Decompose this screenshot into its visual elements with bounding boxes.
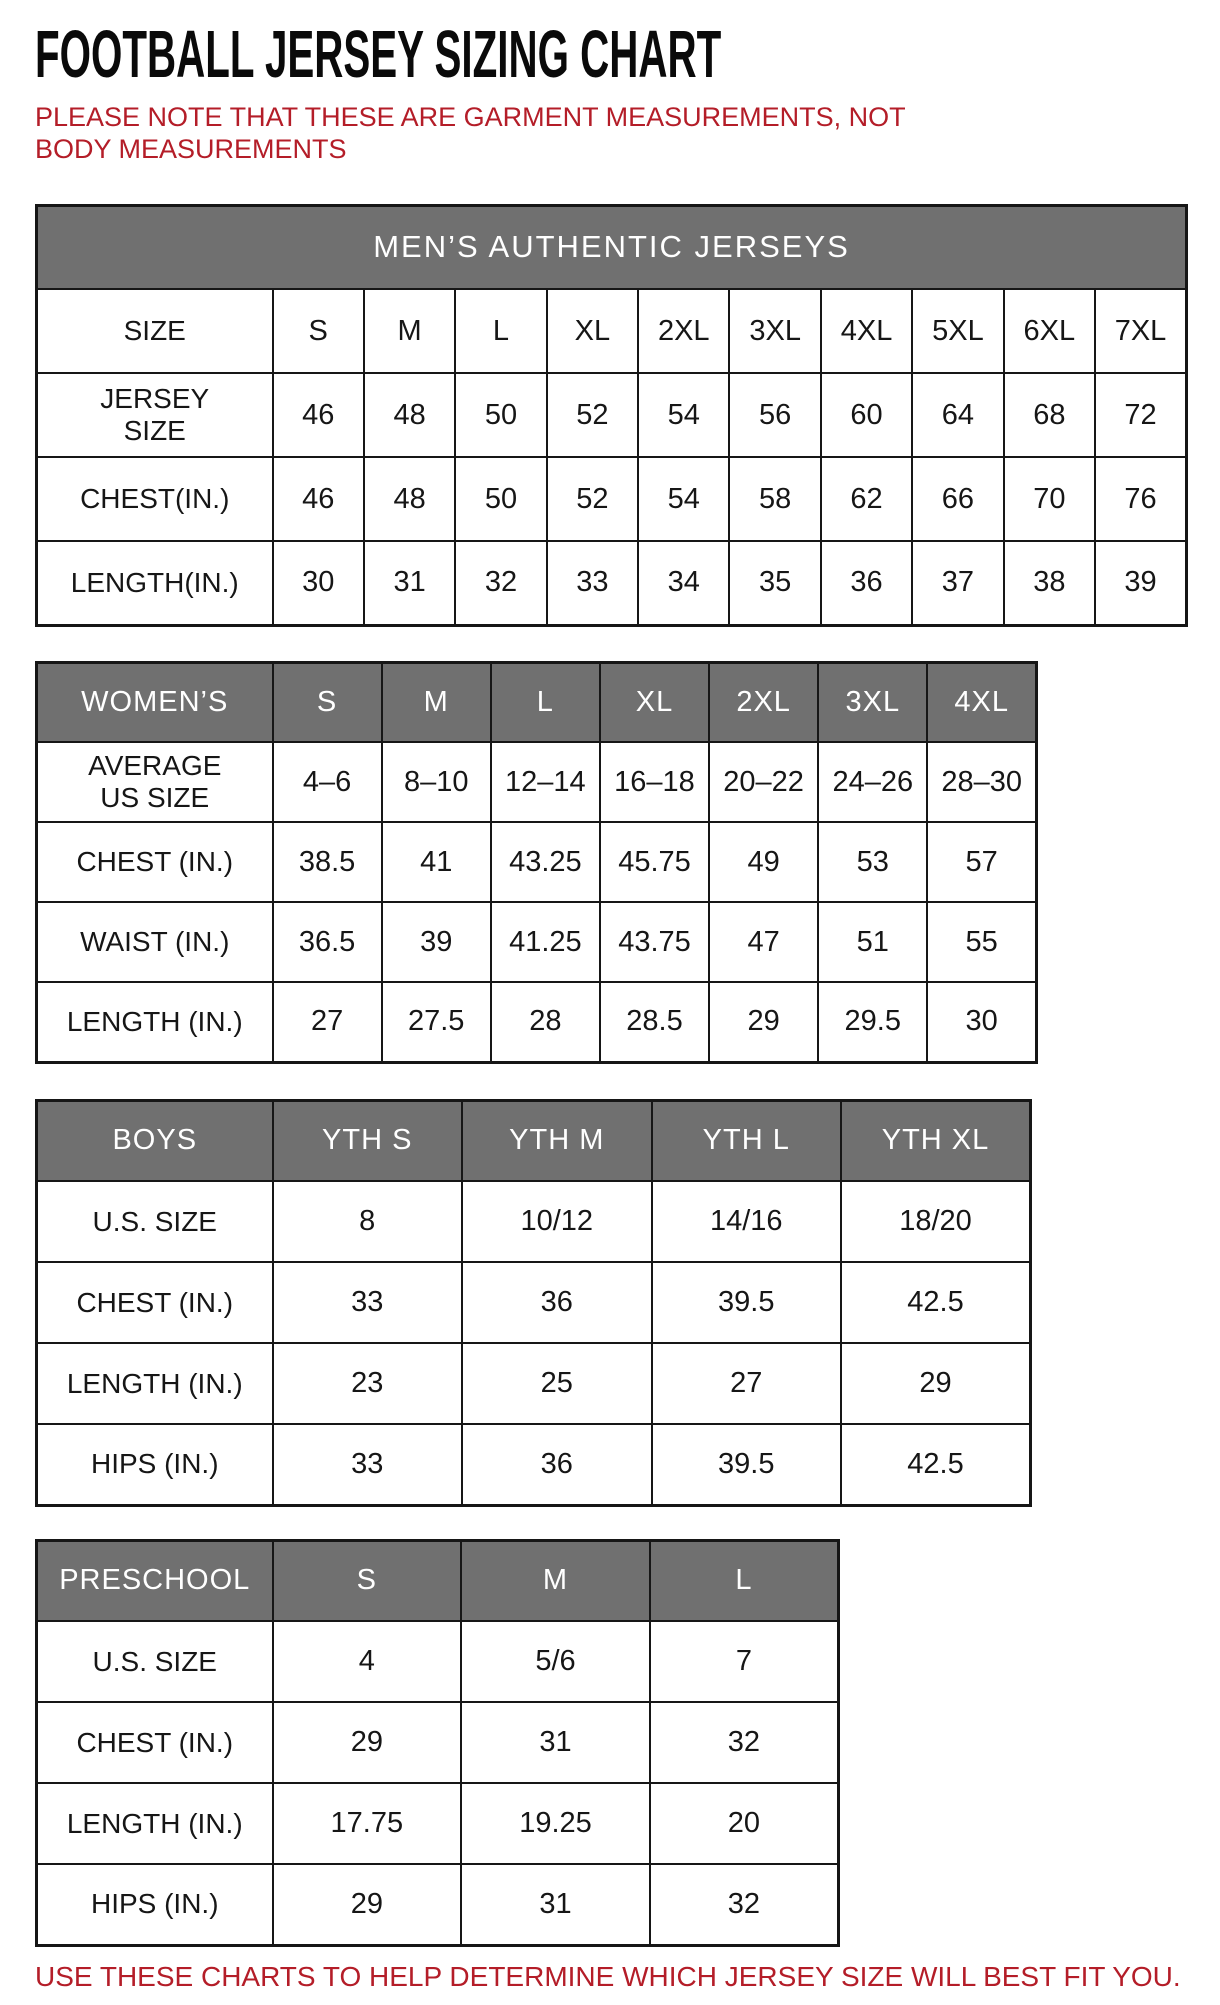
table-row <box>37 289 1187 373</box>
size-cell: 29 <box>273 1864 462 1945</box>
size-cell: 43.75 <box>600 902 709 982</box>
row-label: AVERAGE US SIZE <box>37 742 273 822</box>
size-cell: 10/12 <box>462 1181 652 1262</box>
table-title: WOMEN’S <box>37 662 273 742</box>
row-label: SIZE <box>37 289 273 373</box>
size-cell: 29 <box>841 1343 1031 1424</box>
size-cell: 4 <box>273 1621 462 1702</box>
size-cell: XL <box>547 289 638 373</box>
table-title: MEN’S AUTHENTIC JERSEYS <box>37 205 1187 289</box>
preschool-sizing-table <box>35 1539 840 1947</box>
size-cell: 27 <box>652 1343 842 1424</box>
size-cell: 57 <box>927 822 1036 902</box>
table-title-row <box>37 205 1187 289</box>
size-cell: 35 <box>729 541 820 625</box>
column-header: XL <box>600 662 709 742</box>
row-label: LENGTH(IN.) <box>37 541 273 625</box>
size-cell: 33 <box>547 541 638 625</box>
size-cell: 54 <box>638 457 729 541</box>
size-cell: 50 <box>455 457 546 541</box>
boys-sizing-table <box>35 1099 1032 1507</box>
row-label: JERSEY SIZE <box>37 373 273 457</box>
table-row <box>37 457 1187 541</box>
size-cell: 54 <box>638 373 729 457</box>
size-cell: 4XL <box>821 289 912 373</box>
size-cell: 66 <box>912 457 1003 541</box>
size-cell: 46 <box>273 457 364 541</box>
table-row <box>37 373 1187 457</box>
table-row <box>37 1621 839 1702</box>
size-cell: 33 <box>273 1424 463 1505</box>
size-cell: 32 <box>650 1702 839 1783</box>
size-cell: 39 <box>382 902 491 982</box>
row-label: CHEST (IN.) <box>37 1262 273 1343</box>
table-row <box>37 1702 839 1783</box>
size-cell: 72 <box>1095 373 1186 457</box>
row-label: LENGTH (IN.) <box>37 1783 273 1864</box>
table-title: PRESCHOOL <box>37 1540 273 1621</box>
table-row <box>37 822 1037 902</box>
size-cell: 38.5 <box>273 822 382 902</box>
column-header: YTH M <box>462 1100 652 1181</box>
size-cell: 36 <box>462 1424 652 1505</box>
size-cell: 39.5 <box>652 1424 842 1505</box>
size-cell: 28.5 <box>600 982 709 1062</box>
column-header: L <box>650 1540 839 1621</box>
size-cell: 27 <box>273 982 382 1062</box>
table-row <box>37 982 1037 1062</box>
column-header: L <box>491 662 600 742</box>
size-cell: 46 <box>273 373 364 457</box>
table-title: BOYS <box>37 1100 273 1181</box>
size-cell: 24–26 <box>818 742 927 822</box>
column-header: 4XL <box>927 662 1036 742</box>
size-cell: 48 <box>364 373 455 457</box>
size-cell: 3XL <box>729 289 820 373</box>
size-cell: 33 <box>273 1262 463 1343</box>
column-header: YTH S <box>273 1100 463 1181</box>
size-cell: 36 <box>462 1262 652 1343</box>
size-cell: 60 <box>821 373 912 457</box>
size-cell: 36.5 <box>273 902 382 982</box>
mens-authentic-jerseys-table <box>35 204 1188 627</box>
size-cell: 20–22 <box>709 742 818 822</box>
table-row <box>37 541 1187 625</box>
size-cell: 29 <box>709 982 818 1062</box>
row-label: WAIST (IN.) <box>37 902 273 982</box>
size-cell: 38 <box>1004 541 1095 625</box>
size-cell: 6XL <box>1004 289 1095 373</box>
size-cell: 49 <box>709 822 818 902</box>
size-cell: 7 <box>650 1621 839 1702</box>
size-cell: 32 <box>455 541 546 625</box>
size-cell: 76 <box>1095 457 1186 541</box>
row-label: CHEST (IN.) <box>37 1702 273 1783</box>
size-cell: 30 <box>273 541 364 625</box>
womens-sizing-table <box>35 661 1038 1064</box>
size-cell: 36 <box>821 541 912 625</box>
table-row <box>37 1864 839 1945</box>
size-cell: 51 <box>818 902 927 982</box>
size-cell: 14/16 <box>652 1181 842 1262</box>
row-label: CHEST (IN.) <box>37 822 273 902</box>
size-cell: 31 <box>461 1702 650 1783</box>
row-label: HIPS (IN.) <box>37 1864 273 1945</box>
size-cell: 42.5 <box>841 1424 1031 1505</box>
size-cell: 39 <box>1095 541 1186 625</box>
size-cell: 30 <box>927 982 1036 1062</box>
size-cell: 5/6 <box>461 1621 650 1702</box>
table-header-row <box>37 1100 1031 1181</box>
table-row <box>37 742 1037 822</box>
size-cell: 52 <box>547 373 638 457</box>
size-cell: 27.5 <box>382 982 491 1062</box>
table-header-row <box>37 662 1037 742</box>
size-cell: 50 <box>455 373 546 457</box>
table-row <box>37 902 1037 982</box>
size-cell: 53 <box>818 822 927 902</box>
size-cell: 31 <box>461 1864 650 1945</box>
size-cell: 47 <box>709 902 818 982</box>
row-label: U.S. SIZE <box>37 1181 273 1262</box>
size-cell: L <box>455 289 546 373</box>
size-cell: 62 <box>821 457 912 541</box>
size-cell: 31 <box>364 541 455 625</box>
size-cell: 45.75 <box>600 822 709 902</box>
column-header: M <box>382 662 491 742</box>
column-header: 2XL <box>709 662 818 742</box>
garment-measurements-note: PLEASE NOTE THAT THESE ARE GARMENT MEASUREMENTS, NOT BODY MEASUREMENTS <box>35 102 906 164</box>
row-label: HIPS (IN.) <box>37 1424 273 1505</box>
size-cell: 43.25 <box>491 822 600 902</box>
size-cell: 56 <box>729 373 820 457</box>
size-cell: 48 <box>364 457 455 541</box>
row-label: LENGTH (IN.) <box>37 1343 273 1424</box>
table-row <box>37 1343 1031 1424</box>
size-cell: 4–6 <box>273 742 382 822</box>
fit-guidance-note: USE THESE CHARTS TO HELP DETERMINE WHICH JERSEY SIZE WILL BEST FIT YOU. <box>35 1960 1181 1992</box>
size-cell: 18/20 <box>841 1181 1031 1262</box>
row-label: U.S. SIZE <box>37 1621 273 1702</box>
size-cell: 70 <box>1004 457 1095 541</box>
size-cell: 42.5 <box>841 1262 1031 1343</box>
size-cell: 34 <box>638 541 729 625</box>
column-header: YTH XL <box>841 1100 1031 1181</box>
size-cell: S <box>273 289 364 373</box>
size-cell: 7XL <box>1095 289 1186 373</box>
size-cell: 19.25 <box>461 1783 650 1864</box>
size-cell: 58 <box>729 457 820 541</box>
column-header: 3XL <box>818 662 927 742</box>
size-cell: 20 <box>650 1783 839 1864</box>
table-row <box>37 1181 1031 1262</box>
page-title <box>35 16 1220 92</box>
size-cell: 5XL <box>912 289 1003 373</box>
table-row <box>37 1783 839 1864</box>
size-cell: 29.5 <box>818 982 927 1062</box>
size-cell: 39.5 <box>652 1262 842 1343</box>
size-cell: 28 <box>491 982 600 1062</box>
size-cell: 2XL <box>638 289 729 373</box>
column-header: M <box>461 1540 650 1621</box>
size-cell: 32 <box>650 1864 839 1945</box>
row-label: LENGTH (IN.) <box>37 982 273 1062</box>
size-cell: 8 <box>273 1181 463 1262</box>
table-row <box>37 1262 1031 1343</box>
size-cell: 41.25 <box>491 902 600 982</box>
size-cell: 17.75 <box>273 1783 462 1864</box>
column-header: S <box>273 662 382 742</box>
size-cell: 64 <box>912 373 1003 457</box>
size-cell: M <box>364 289 455 373</box>
size-cell: 37 <box>912 541 1003 625</box>
size-cell: 41 <box>382 822 491 902</box>
size-cell: 25 <box>462 1343 652 1424</box>
size-cell: 52 <box>547 457 638 541</box>
size-cell: 68 <box>1004 373 1095 457</box>
size-cell: 16–18 <box>600 742 709 822</box>
size-cell: 23 <box>273 1343 463 1424</box>
size-cell: 29 <box>273 1702 462 1783</box>
row-label: CHEST(IN.) <box>37 457 273 541</box>
size-cell: 28–30 <box>927 742 1036 822</box>
column-header: S <box>273 1540 462 1621</box>
page-title-text: FOOTBALL JERSEY SIZING CHART <box>35 16 722 92</box>
size-cell: 8–10 <box>382 742 491 822</box>
column-header: YTH L <box>652 1100 842 1181</box>
table-header-row <box>37 1540 839 1621</box>
size-cell: 12–14 <box>491 742 600 822</box>
table-row <box>37 1424 1031 1505</box>
size-cell: 55 <box>927 902 1036 982</box>
